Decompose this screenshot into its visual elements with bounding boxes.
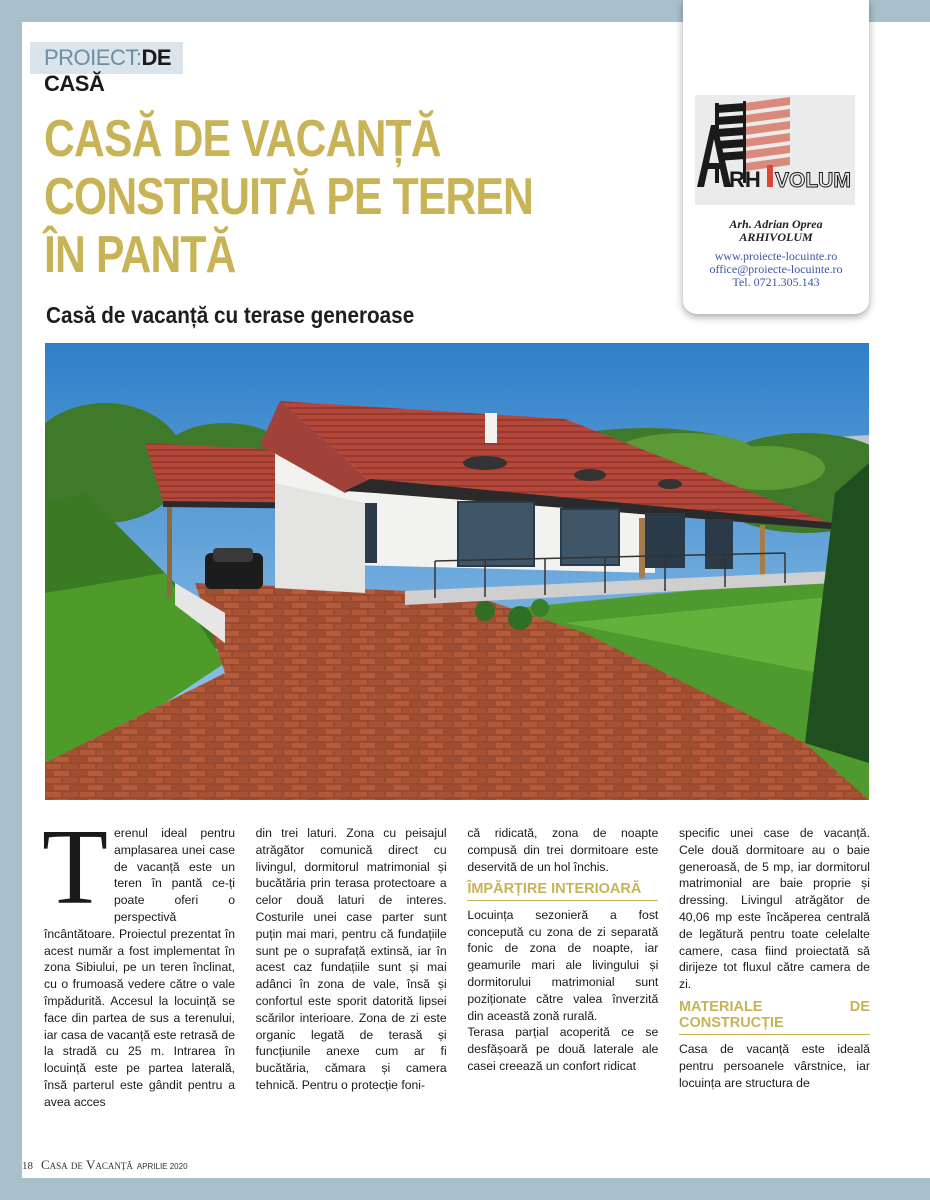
headline-line-3: ÎN PANTĂ bbox=[44, 226, 236, 284]
column-2-text: din trei laturi. Zona cu peisajul atrăgător comunică direct cu livingul, dormitorul matrimonial și bucătăria prin terasa protectoare a celor două laturi de interes. Costurile unei case parter sunt puțin mai mari, pentru că fundațiile sunt pe o suprafață extinsă, iar în acest caz fundațiile sunt și mai adânci în zona de vale, însă și confortul este sporit datorită lipsei scărilor interioare. Zona de zi este organic legată de terasă și funcțiunile anexe cum ar fi bucătăria, cămara și camera tehnică. Pentru o protecție foni- bbox=[255, 826, 447, 1092]
article-column-3 bbox=[467, 825, 658, 1135]
architect-info bbox=[683, 218, 869, 289]
email-link[interactable]: office@proiecte-locuinte.ro bbox=[709, 262, 843, 276]
svg-text:RH: RH bbox=[729, 167, 761, 192]
article-column-4 bbox=[679, 825, 870, 1135]
website-link[interactable]: www.proiecte-locuinte.ro bbox=[714, 249, 838, 263]
phone-number: Tel. 0721.305.143 bbox=[732, 275, 820, 289]
page-frame-bottom bbox=[0, 1178, 930, 1200]
article-column-1 bbox=[42, 808, 235, 1135]
column-4-paragraph-1: specific unei case de vacanță. Cele două dormitoare au o baie generoasă, de 5 mp, iar dormitorul matrimonial are baie proprie și dressing. Livingul atrăgător de 40,06 mp este încăperea centrală de legătură pentru toate celelalte camere, casa fiind proiectată să dirijeze tot fluxul către camera de zi. bbox=[678, 826, 870, 992]
headline-line-1: CASĂ DE VACANȚĂ bbox=[44, 110, 441, 168]
column-3-paragraph-1: că ridicată, zona de noapte compusă din trei dormitoare este deservită de un hol închis. bbox=[467, 826, 659, 874]
magazine-name: Casa de Vacanță bbox=[41, 1157, 133, 1172]
column-3-paragraph-2: Locuința sezonieră a fost concepută cu zona de zi separată fonic de zona de noapte, iar geamurile mari ale livingului și dormitorului matrimonial sunt poziționate către valea înverzită din această zonă rurală. bbox=[467, 907, 659, 1023]
architect-firm: ARHIVOLUM bbox=[739, 230, 813, 244]
page-number: 18 bbox=[22, 1160, 33, 1172]
kicker-bold: DE CASĂ bbox=[44, 45, 172, 96]
article-column-2 bbox=[256, 825, 447, 1135]
architect-name: Arh. Adrian Oprea bbox=[729, 217, 823, 231]
heading-construction-materials: MATERIALE DE CONSTRUCȚIE bbox=[679, 999, 870, 1035]
page-footer bbox=[22, 1157, 188, 1173]
article-body bbox=[42, 808, 870, 1135]
svg-text:VOLUM: VOLUM bbox=[775, 169, 851, 192]
arhivolum-logo bbox=[695, 95, 855, 205]
house-rendering-photo bbox=[45, 343, 869, 800]
column-3-paragraph-3: Terasa parțial acoperită ce se desfășoară pe două laterale ale casei creează un confort ridicat bbox=[467, 1025, 659, 1074]
headline-line-2: CONSTRUITĂ PE TEREN bbox=[44, 168, 534, 226]
architect-card bbox=[683, 0, 869, 314]
heading-interior-layout: ÎMPĂRȚIRE INTERIOARĂ bbox=[467, 881, 658, 901]
column-4-paragraph-2: Casa de vacanță este ideală pentru persoanele vârstnice, iar locuința are structura de bbox=[678, 1041, 870, 1090]
column-1-text: erenul ideal pentru amplasarea unei case de vacanță este un teren în pantă ce-ți poate oferi o perspectivă încântătoare. Proiectul prezentat în acest număr a fost implementat în zona Sibiului, pe un teren înclinat, cu o frumoasă vedere către o vale împădurită. Accesul la locuință se face din partea de sus a terenului, iar casa de vacanță este retrasă de la stradă cu 25 m. Intrarea în locuință este pe partea laterală, însă parterul este gândit pentru a avea acces bbox=[44, 826, 235, 1109]
section-kicker bbox=[30, 42, 183, 96]
article-subtitle: Casă de vacanță cu terase generoase bbox=[46, 302, 415, 328]
drop-cap: T bbox=[42, 808, 108, 927]
kicker-light: PROIECT: bbox=[44, 45, 142, 70]
issue-date: APRILIE 2020 bbox=[136, 1162, 188, 1171]
article-headline bbox=[44, 110, 536, 284]
